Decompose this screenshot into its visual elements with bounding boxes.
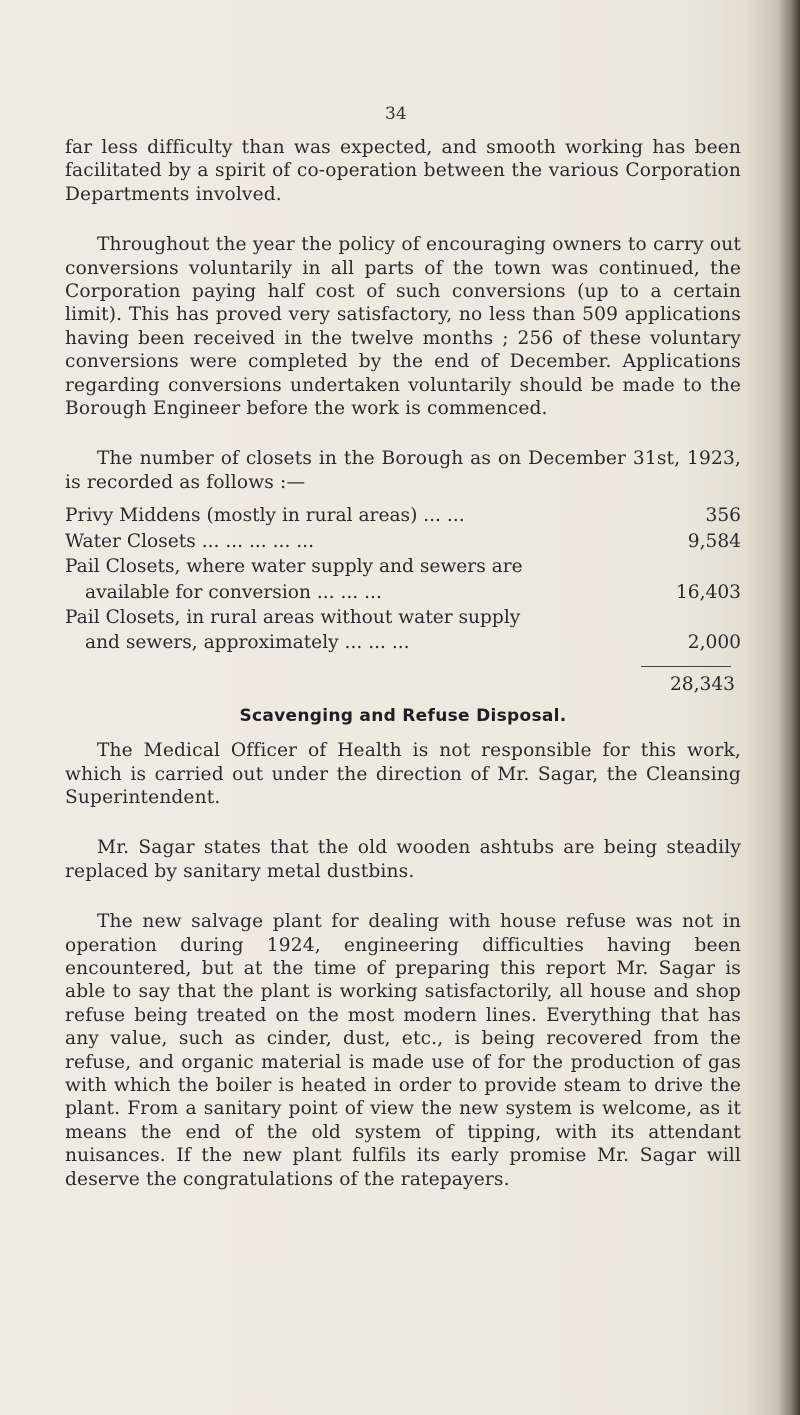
- page-number: 34: [385, 104, 407, 124]
- row-label: Privy Middens (mostly in rural areas) ... ...: [65, 505, 465, 527]
- row-label: available for conversion ... ... ...: [85, 581, 382, 603]
- paragraph-voluntary-conversions: Throughout the year the policy of encouraging owners to carry out conversions voluntarily in all parts of the town was continued, the Corporation paying half cost of such conversions (up to a certain limit). This has proved very satisfactory, no less than 509 applications having been received in the twelve months ; 256 of these voluntary conversions were completed by the end of December. Applications regarding conversions undertaken voluntarily should be made to the Borough Engineer before the work is commenced.: [65, 234, 741, 420]
- section-heading: Scavenging and Refuse Disposal.: [239, 706, 567, 727]
- table-row: [65, 606, 741, 629]
- table-total: 28,343: [669, 673, 735, 695]
- paragraph-closets-intro: The number of closets in the Borough as on December 31st, 1923, is recorded as follows :—: [65, 448, 741, 493]
- row-label: Pail Closets, in rural areas without water supply: [65, 606, 521, 628]
- paragraph-salvage-plant: The new salvage plant for dealing with house refuse was not in operation during 1924, engineering difficulties having been encountered, but at the time of preparing this report Mr. Sagar is able to say that the plant is working satisfactorily, all house and shop refuse being treated on the most modern lines. Everything that has any value, such as cinder, dust, etc., is being recovered from the refuse, and organic material is made use of for the production of gas with which the boiler is heated in order to provide steam to drive the plant. From a sanitary point of view the new system is welcome, as it means the end of the old system of tipping, with its attendant nuisances. If the new plant fulfils its early promise Mr. Sagar will deserve the congratulations of the ratepayers.: [65, 911, 741, 1190]
- closets-table: [65, 504, 741, 696]
- page-edge-shadow: [778, 0, 800, 1415]
- row-value: 16,403: [675, 581, 741, 603]
- row-value: 9,584: [687, 530, 741, 552]
- row-label: Water Closets ... ... ... ... ...: [65, 530, 314, 552]
- paragraph-dustbins: Mr. Sagar states that the old wooden ashtubs are being steadily replaced by sanitary metal dustbins.: [65, 837, 741, 882]
- paragraph-medical-officer: The Medical Officer of Health is not responsible for this work, which is carried out under the direction of Mr. Sagar, the Cleansing Superintendent.: [65, 740, 741, 808]
- table-row: [65, 530, 741, 553]
- table-row-continuation: [65, 631, 741, 654]
- row-value: 356: [705, 505, 741, 527]
- row-value: 2,000: [687, 632, 741, 654]
- table-row: [65, 504, 741, 527]
- paragraph-continuation: far less difficulty than was expected, and smooth working has been facilitated by a spirit of co-operation between the various Corporation Departments involved.: [65, 137, 741, 205]
- table-row: [65, 555, 741, 578]
- row-label: Pail Closets, where water supply and sewers are: [65, 556, 523, 578]
- table-row-continuation: [65, 581, 741, 604]
- page-content: [65, 136, 741, 1191]
- total-rule: [641, 666, 731, 667]
- row-label: and sewers, approximately ... ... ...: [85, 632, 410, 654]
